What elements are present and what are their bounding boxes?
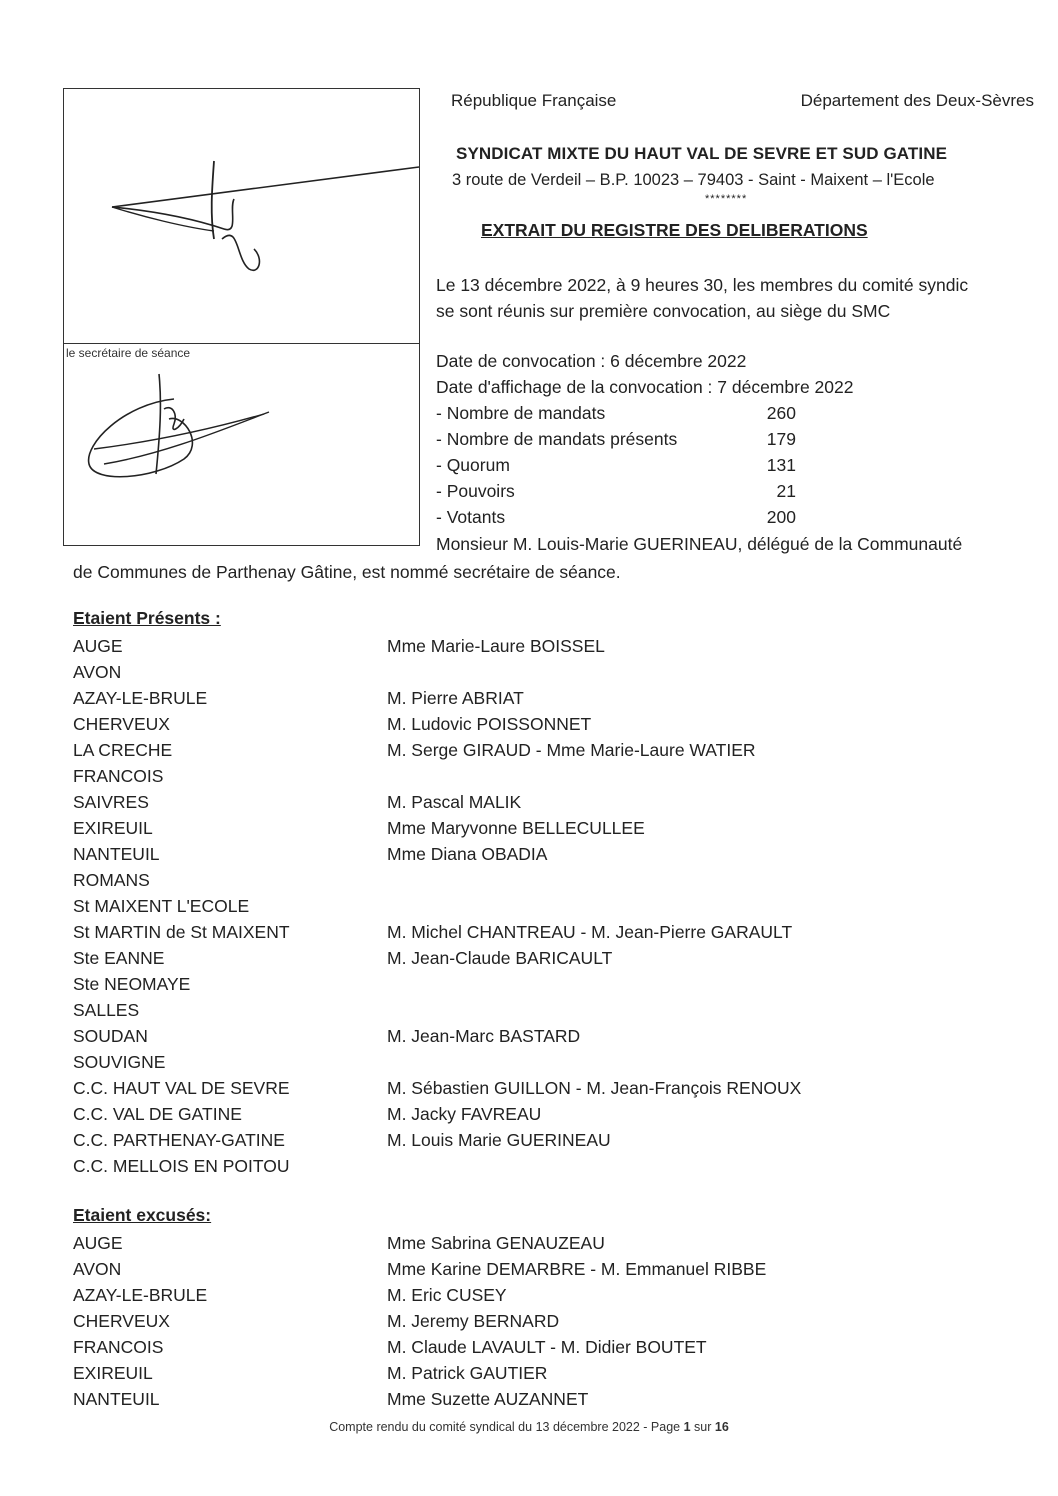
member-names: M. Michel CHANTREAU - M. Jean-Pierre GARAULT [387,922,793,942]
list-item [73,763,973,789]
footer-sur: sur [694,1420,712,1434]
secretary-line-1: Monsieur M. Louis-Marie GUERINEAU, délégué de la Communauté [436,534,963,554]
commune-name: EXIREUIL [73,1363,153,1383]
list-item [73,1127,973,1153]
commune-name: SAIVRES [73,792,149,812]
list-item [73,1360,973,1386]
list-item [73,633,973,659]
signature-secretary-drawing [64,344,421,547]
member-names: Mme Diana OBADIA [387,844,548,864]
stat-row [436,504,796,530]
mandate-stats [436,400,796,530]
list-item [73,1075,973,1101]
commune-name: C.C. HAUT VAL DE SEVRE [73,1078,290,1098]
stat-label: - Pouvoirs [436,481,515,501]
separator-stars: ******** [705,193,748,205]
commune-name: FRANCOIS [73,766,164,786]
stat-value: 200 [766,507,796,527]
commune-name: C.C. PARTHENAY-GATINE [73,1130,285,1150]
list-item [73,841,973,867]
commune-name: AVON [73,1259,122,1279]
organisation-name: SYNDICAT MIXTE DU HAUT VAL DE SEVRE ET SUD GATINE [456,144,948,163]
list-item [73,1308,973,1334]
member-names: M. Pascal MALIK [387,792,522,812]
member-names: M. Jean-Marc BASTARD [387,1026,581,1046]
member-names: M. Louis Marie GUERINEAU [387,1130,611,1150]
footer-page-number: 1 [683,1420,691,1434]
commune-name: LA CRECHE [73,740,173,760]
list-item [73,659,973,685]
list-item [73,1101,973,1127]
member-names: M. Jeremy BERNARD [387,1311,560,1331]
commune-name: Ste NEOMAYE [73,974,191,994]
signature-box-secretary [63,343,420,546]
list-item [73,867,973,893]
commune-name: SALLES [73,1000,140,1020]
list-item [73,971,973,997]
stat-row [436,478,796,504]
commune-name: CHERVEUX [73,714,170,734]
stat-row [436,400,796,426]
stat-value: 21 [776,481,796,501]
secretary-line-2: de Communes de Parthenay Gâtine, est nommé secrétaire de séance. [73,562,621,582]
member-names: M. Ludovic POISSONNET [387,714,592,734]
list-item [73,685,973,711]
list-item [73,1153,973,1179]
signature-caption: le secrétaire de séance [66,346,191,360]
commune-name: St MAIXENT L'ECOLE [73,896,250,916]
member-names: M. Jean-Claude BARICAULT [387,948,613,968]
member-names: Mme Marie-Laure BOISSEL [387,636,605,656]
commune-name: SOUVIGNE [73,1052,166,1072]
member-names: Mme Karine DEMARBRE - M. Emmanuel RIBBE [387,1259,767,1279]
stat-label: - Nombre de mandats présents [436,429,678,449]
stat-label: - Votants [436,507,506,527]
stat-value: 179 [766,429,796,449]
republique-label: République Française [451,91,617,110]
footer-text: Compte rendu du comité syndical du 13 décembre 2022 - Page [329,1420,681,1434]
page-footer [0,1420,1058,1434]
member-names: M. Sébastien GUILLON - M. Jean-François RENOUX [387,1078,802,1098]
excuses-list [73,1230,973,1412]
commune-name: AZAY-LE-BRULE [73,688,208,708]
convocation-block [436,348,853,400]
list-item [73,997,973,1023]
stat-value: 260 [766,403,796,423]
intro-line-1: Le 13 décembre 2022, à 9 heures 30, les membres du comité syndic [436,275,969,295]
convocation-date: Date de convocation : 6 décembre 2022 [436,351,747,371]
footer-page-total: 16 [714,1420,729,1434]
member-names: Mme Maryvonne BELLECULLEE [387,818,645,838]
list-item [73,1282,973,1308]
affichage-date: Date d'affichage de la convocation : 7 décembre 2022 [436,377,854,397]
member-names: M. Jacky FAVREAU [387,1104,542,1124]
list-item [73,1386,973,1412]
member-names: M. Pierre ABRIAT [387,688,524,708]
member-names: M. Serge GIRAUD - Mme Marie-Laure WATIER [387,740,756,760]
commune-name: Ste EANNE [73,948,165,968]
intro-paragraph [436,272,1036,324]
list-item [73,789,973,815]
list-item [73,893,973,919]
commune-name: ROMANS [73,870,150,890]
organisation-address: 3 route de Verdeil – B.P. 10023 – 79403 - Saint - Maixent – l'Ecole [452,171,935,189]
commune-name: St MARTIN de St MAIXENT [73,922,290,942]
document-title: EXTRAIT DU REGISTRE DES DELIBERATIONS [481,220,868,240]
member-names: M. Eric CUSEY [387,1285,507,1305]
stat-label: - Nombre de mandats [436,403,606,423]
member-names: Mme Suzette AUZANNET [387,1389,589,1409]
stat-row [436,452,796,478]
list-item [73,1256,973,1282]
stat-row [436,426,796,452]
presents-title: Etaient Présents : [73,608,221,628]
presents-list [73,633,973,1179]
commune-name: AVON [73,662,122,682]
commune-name: AUGE [73,1233,123,1253]
list-item [73,1023,973,1049]
list-item [73,1049,973,1075]
secretary-appointment [73,530,1043,586]
commune-name: C.C. VAL DE GATINE [73,1104,242,1124]
list-item [73,1334,973,1360]
signature-box-president [63,88,420,344]
list-item [73,919,973,945]
commune-name: AZAY-LE-BRULE [73,1285,208,1305]
list-item [73,711,973,737]
commune-name: C.C. MELLOIS EN POITOU [73,1156,290,1176]
commune-name: NANTEUIL [73,1389,160,1409]
intro-line-2: se sont réunis sur première convocation, au siège du SMC [436,301,891,321]
commune-name: CHERVEUX [73,1311,170,1331]
stat-value: 131 [766,455,796,475]
commune-name: AUGE [73,636,123,656]
stat-label: - Quorum [436,455,510,475]
commune-name: SOUDAN [73,1026,148,1046]
list-item [73,815,973,841]
list-item [73,945,973,971]
departement-label: Département des Deux-Sèvres [800,91,1034,110]
list-item [73,737,973,763]
list-item [73,1230,973,1256]
commune-name: NANTEUIL [73,844,160,864]
member-names: M. Claude LAVAULT - M. Didier BOUTET [387,1337,707,1357]
signature-president-drawing [64,89,421,345]
excuses-title: Etaient excusés: [73,1205,212,1225]
member-names: M. Patrick GAUTIER [387,1363,548,1383]
commune-name: FRANCOIS [73,1337,164,1357]
member-names: Mme Sabrina GENAUZEAU [387,1233,605,1253]
commune-name: EXIREUIL [73,818,153,838]
